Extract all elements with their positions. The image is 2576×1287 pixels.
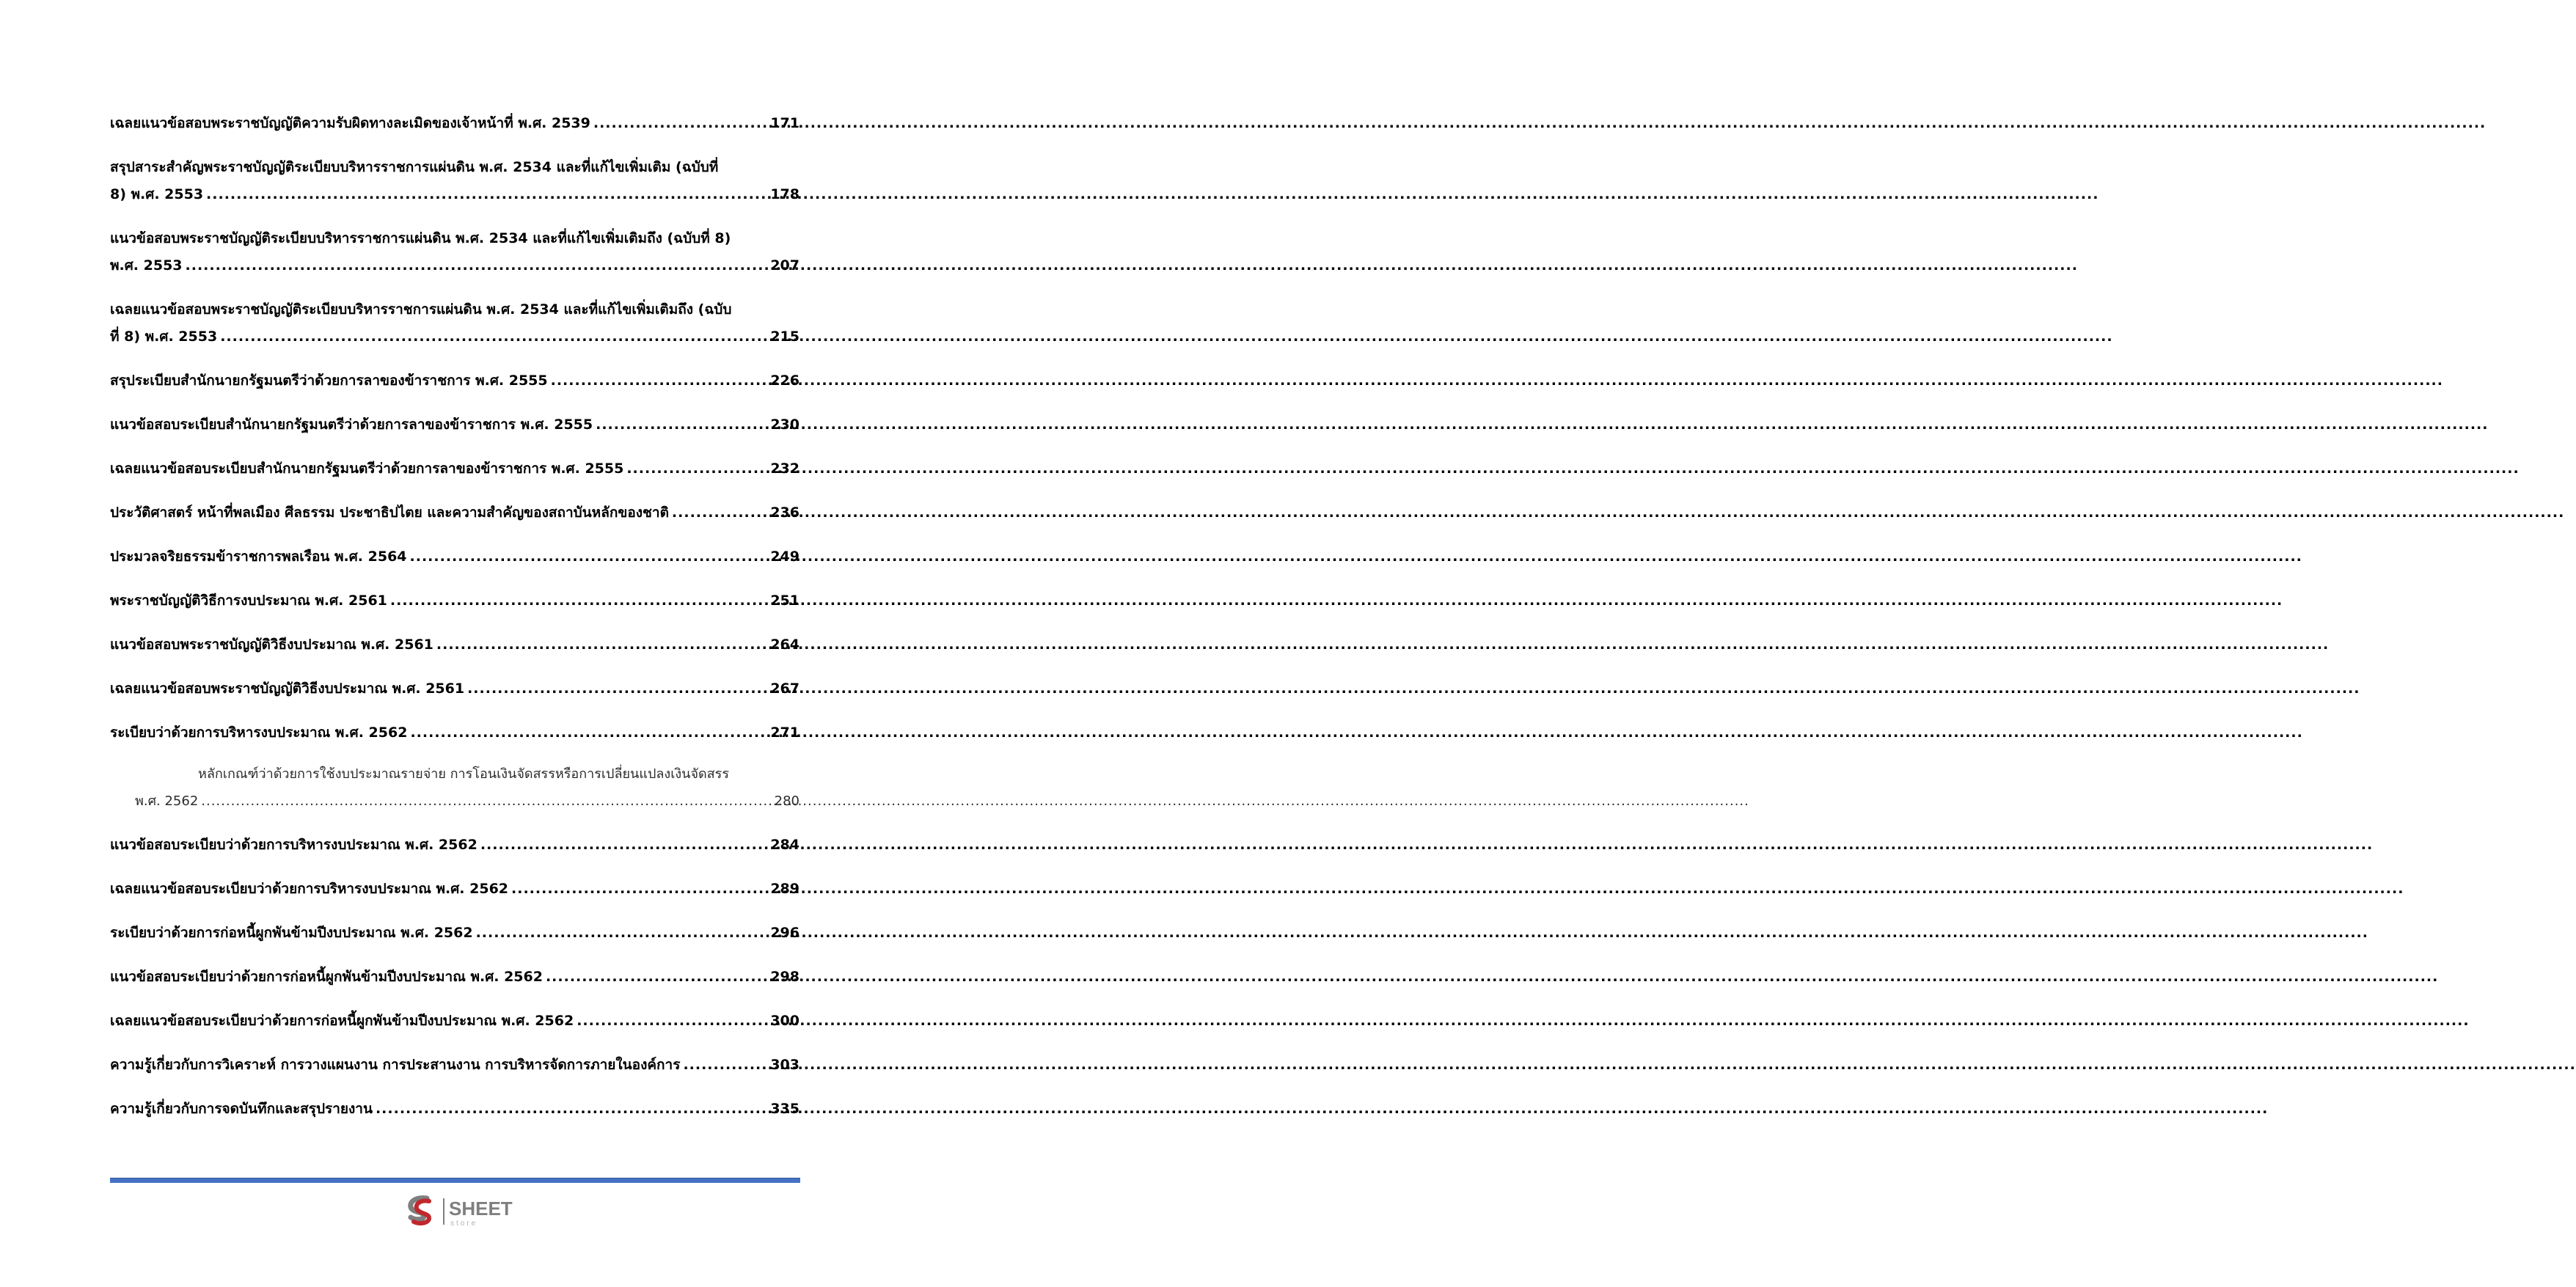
dot-leader: [596, 411, 767, 439]
toc-entry[interactable]: [110, 920, 799, 947]
toc-page-number: 249: [770, 549, 799, 565]
toc-page-number: 215: [770, 329, 799, 345]
toc-entry-title: แนวข้อสอบพระราชบัญญัติระเบียบบริหารราชการแผ่นดิน พ.ศ. 2534 และที่แก้ไขเพิ่มเติมถึง (ฉบับที่ 8): [110, 230, 731, 246]
toc-page-number: 230: [770, 417, 799, 433]
toc-entry[interactable]: [110, 631, 799, 659]
toc-entry[interactable]: [110, 587, 799, 615]
toc-entry[interactable]: [110, 719, 799, 747]
toc-page-number: 296: [770, 925, 799, 941]
toc-entry[interactable]: [110, 832, 799, 859]
dot-leader: [186, 252, 768, 279]
toc-entry-title: แนวข้อสอบระเบียบว่าด้วยการก่อหนี้ผูกพันข้ามปีงบประมาณ พ.ศ. 2562: [110, 969, 543, 985]
toc-entry-title-cont: 8) พ.ศ. 2553: [110, 186, 204, 202]
sheet-store-logo: [405, 1194, 530, 1232]
logo-sub: store: [450, 1220, 478, 1228]
toc-entry[interactable]: [110, 499, 799, 527]
toc-page-number: 298: [770, 969, 799, 985]
toc-page-number: 284: [770, 837, 799, 853]
logo-word: SHEET: [449, 1198, 513, 1220]
toc-entry[interactable]: [110, 411, 799, 439]
dot-leader: [467, 675, 767, 703]
dot-leader: [511, 876, 767, 903]
dot-leader: [683, 1052, 767, 1079]
dot-leader: [220, 323, 767, 351]
toc-entry-title-cont: พ.ศ. 2562: [135, 793, 199, 809]
toc-entry-title: พระราชบัญญัติวิธีการงบประมาณ พ.ศ. 2561: [110, 593, 387, 609]
toc-entry-title: ระเบียบว่าด้วยการก่อหนี้ผูกพันข้ามปีงบประมาณ พ.ศ. 2562: [110, 925, 473, 941]
toc-entry-title: เฉลยแนวข้อสอบระเบียบสำนักนายกรัฐมนตรีว่าด้วยการลาของข้าราชการ พ.ศ. 2555: [110, 461, 624, 477]
toc-entry[interactable]: [110, 154, 799, 208]
dot-leader: [672, 499, 767, 527]
toc-entry-title-cont: พ.ศ. 2553: [110, 257, 183, 274]
toc-page-number: 178: [770, 186, 799, 202]
toc-entry[interactable]: [110, 964, 799, 991]
toc-entry[interactable]: [110, 110, 799, 137]
dot-leader: [206, 181, 767, 208]
toc-entry-title: แนวข้อสอบระเบียบสำนักนายกรัฐมนตรีว่าด้วยการลาของข้าราชการ พ.ศ. 2555: [110, 417, 593, 433]
toc-entry-title: เฉลยแนวข้อสอบพระราชบัญญัติระเบียบบริหารราชการแผ่นดิน พ.ศ. 2534 และที่แก้ไขเพิ่มเติมถึง (ฉบับ: [110, 301, 732, 318]
dot-leader: [551, 367, 768, 395]
toc-entry-title: ความรู้เกี่ยวกับการจดบันทึกและสรุปรายงาน: [110, 1101, 373, 1117]
toc-entry[interactable]: [110, 225, 799, 279]
dot-leader: [436, 631, 767, 659]
toc-page-number: 251: [770, 593, 799, 609]
dot-leader: [593, 110, 767, 137]
dot-leader: [476, 920, 768, 947]
dot-leader: [201, 788, 771, 815]
toc-page-number: 300: [770, 1013, 799, 1029]
toc-entry-title: เฉลยแนวข้อสอบระเบียบว่าด้วยการบริหารงบประมาณ พ.ศ. 2562: [110, 881, 509, 897]
toc-page-number: 289: [770, 881, 799, 897]
logo-s-icon: [405, 1194, 530, 1232]
toc-page-number: 264: [770, 637, 799, 653]
toc-entry[interactable]: [110, 455, 799, 483]
toc-entry-title: สรุปสาระสำคัญพระราชบัญญัติระเบียบบริหารราชการแผ่นดิน พ.ศ. 2534 และที่แก้ไขเพิ่มเติม (ฉบับที่: [110, 159, 719, 175]
toc-page-number: 303: [770, 1057, 799, 1073]
toc-page-number: 232: [770, 461, 799, 477]
toc-entry-title-cont: ที่ 8) พ.ศ. 2553: [110, 329, 218, 345]
toc-entry[interactable]: [110, 543, 799, 571]
toc-entry-title: ระเบียบว่าด้วยการบริหารงบประมาณ พ.ศ. 2562: [110, 725, 408, 741]
toc-entry-title: เฉลยแนวข้อสอบระเบียบว่าด้วยการก่อหนี้ผูกพันข้ามปีงบประมาณ พ.ศ. 2562: [110, 1013, 574, 1029]
dot-leader: [480, 832, 768, 859]
toc-entry-title: ประมวลจริยธรรมข้าราชการพลเรือน พ.ศ. 2564: [110, 549, 407, 565]
toc-entry[interactable]: [110, 675, 799, 703]
toc-entry[interactable]: [110, 367, 799, 395]
toc-entry[interactable]: [110, 1008, 799, 1035]
toc-entry[interactable]: [110, 1052, 799, 1079]
dot-leader: [546, 964, 767, 991]
toc-page-number: 226: [770, 373, 799, 389]
toc-entry-title: ความรู้เกี่ยวกับการวิเคราะห์ การวางแผนงาน การประสานงาน การบริหารจัดการภายในองค์การ: [110, 1057, 681, 1073]
toc-entry[interactable]: [110, 296, 799, 351]
toc-entry-title: สรุประเบียบสำนักนายกรัฐมนตรีว่าด้วยการลาของข้าราชการ พ.ศ. 2555: [110, 373, 548, 389]
toc-entry[interactable]: [110, 760, 799, 815]
toc-entry-title: หลักเกณฑ์ว่าด้วยการใช้งบประมาณรายจ่าย การโอนเงินจัดสรรหรือการเปลี่ยนแปลงเงินจัดสรร: [198, 766, 730, 782]
toc-entry[interactable]: [110, 876, 799, 903]
toc-page-number: 335: [770, 1101, 799, 1117]
toc-entry-title: ประวัติศาสตร์ หน้าที่พลเมือง ศีลธรรม ประชาธิปไตย และความสำคัญของสถาบันหลักของชาติ: [110, 505, 669, 521]
toc-page-number: 280: [774, 793, 799, 809]
toc-entry-title: เฉลยแนวข้อสอบพระราชบัญญัติวิธีงบประมาณ พ.ศ. 2561: [110, 681, 465, 697]
toc-page-number: 267: [770, 681, 799, 697]
table-of-contents: [110, 110, 799, 1140]
dot-leader: [577, 1008, 767, 1035]
dot-leader: [626, 455, 767, 483]
toc-entry-title: แนวข้อสอบพระราชบัญญัติวิธีงบประมาณ พ.ศ. 2561: [110, 637, 433, 653]
dot-leader: [410, 719, 767, 747]
toc-entry-title: แนวข้อสอบระเบียบว่าด้วยการบริหารงบประมาณ พ.ศ. 2562: [110, 837, 477, 853]
footer-rule: [110, 1178, 800, 1183]
toc-entry-title: เฉลยแนวข้อสอบพระราชบัญญัติความรับผิดทางละเมิดของเจ้าหน้าที่ พ.ศ. 2539: [110, 115, 590, 131]
toc-page-number: 236: [770, 505, 799, 521]
dot-leader: [376, 1096, 767, 1123]
dot-leader: [390, 587, 767, 615]
toc-page-number: 207: [770, 257, 799, 274]
dot-leader: [410, 543, 768, 571]
toc-page-number: 271: [770, 725, 799, 741]
toc-entry[interactable]: [110, 1096, 799, 1123]
toc-page-number: 171: [770, 115, 799, 131]
